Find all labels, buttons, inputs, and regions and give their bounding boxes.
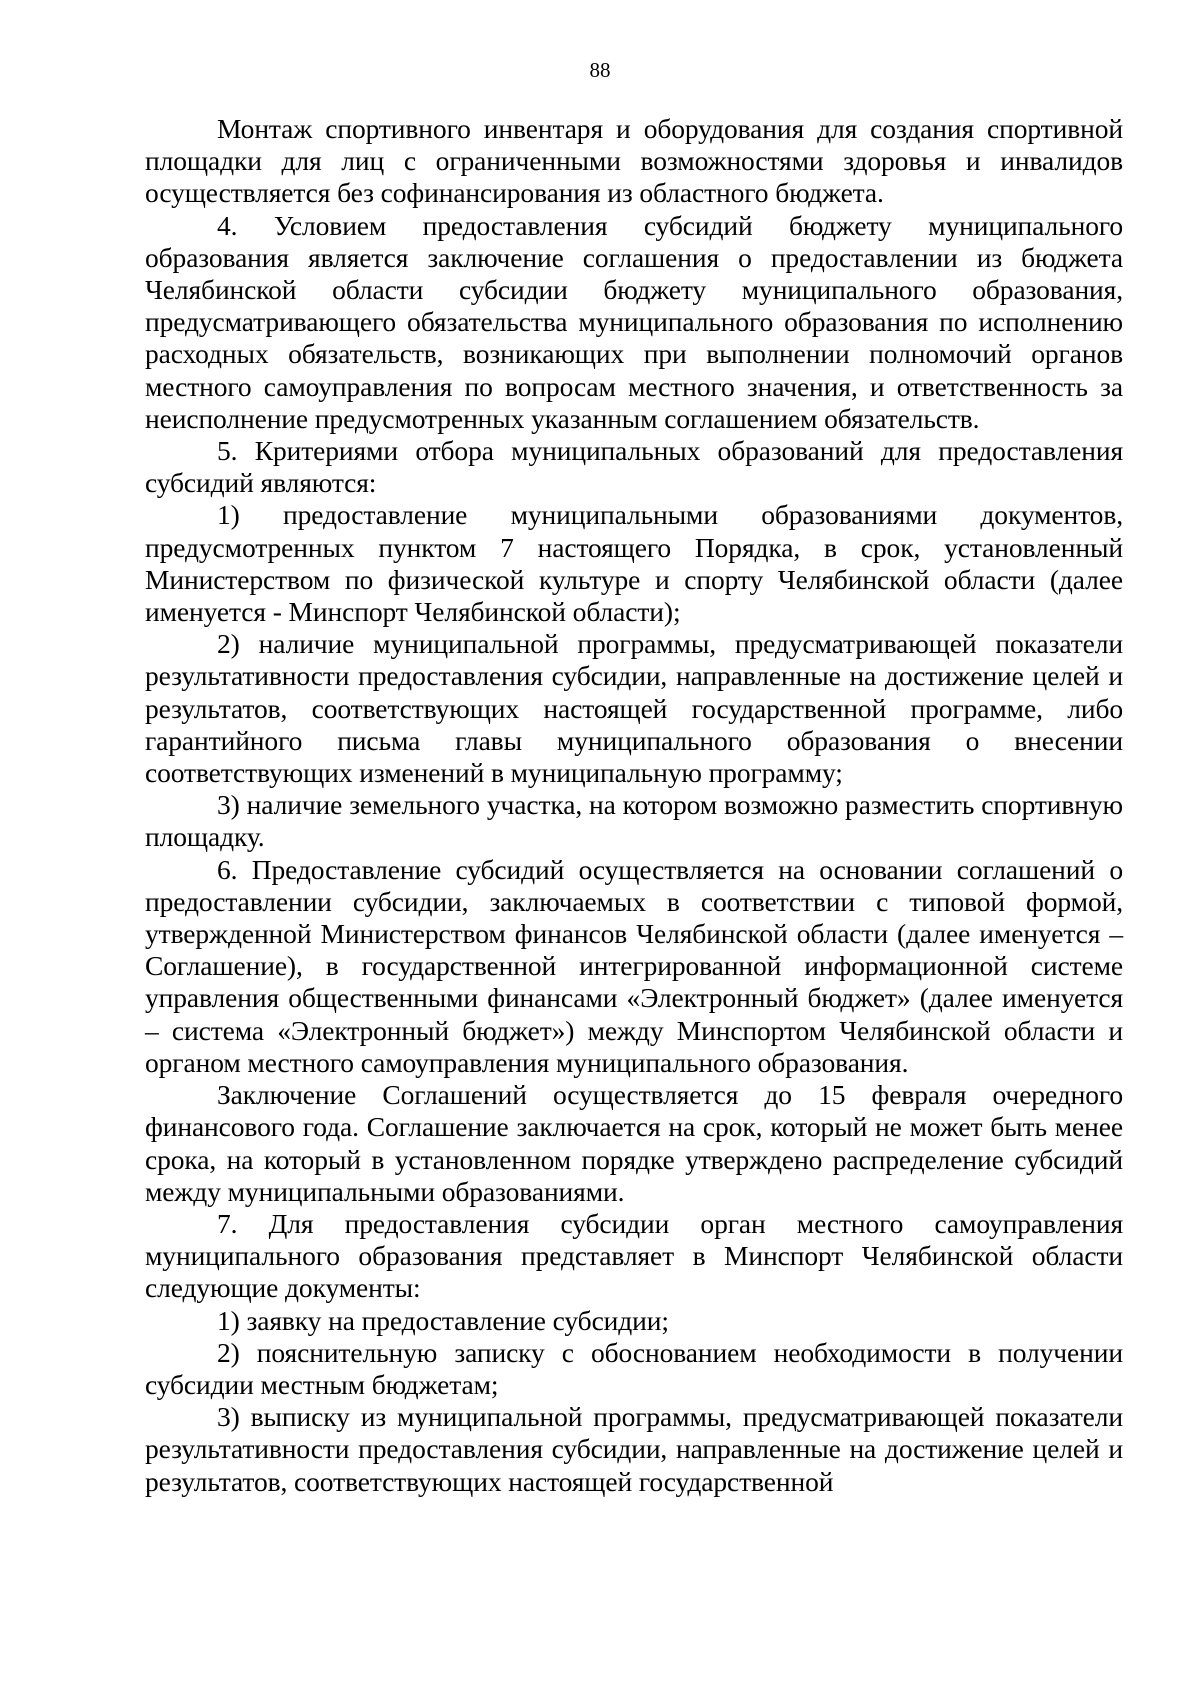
paragraph: 2) наличие муниципальной программы, предусматривающей показатели результативности предоставления субсидии, направленные на достижение целей и результатов, соответствующих настоящей государственной программе, либо гарантийного письма главы муниципального образования о внесении соответствующих изменений в муниципальную программу; xyxy=(145,628,1123,789)
paragraph: 1) предоставление муниципальными образованиями документов, предусмотренных пунктом 7 настоящего Порядка, в срок, установленный Министерством по физической культуре и спорту Челябинской области (далее именуется - Минспорт Челябинской области); xyxy=(145,499,1123,628)
paragraph: 6. Предоставление субсидий осуществляется на основании соглашений о предоставлении субсидии, заключаемых в соответствии с типовой формой, утвержденной Министерством финансов Челябинской области (далее именуется – Соглашение), в государственной интегрированной информационной системе управления общественными финансами «Электронный бюджет» (далее именуется – система «Электронный бюджет») между Минспортом Челябинской области и органом местного самоуправления муниципального образования. xyxy=(145,853,1123,1078)
paragraph: 3) выписку из муниципальной программы, предусматривающей показатели результативности предоставления субсидии, направленные на достижение целей и результатов, соответствующих настоящей государственной xyxy=(145,1401,1123,1497)
paragraph: Монтаж спортивного инвентаря и оборудования для создания спортивной площадки для лиц с ограниченными возможностями здоровья и инвалидов осуществляется без софинансирования из областного бюджета. xyxy=(145,113,1123,209)
document-body xyxy=(145,113,1123,1498)
paragraph: 5. Критериями отбора муниципальных образований для предоставления субсидий являются: xyxy=(145,435,1123,499)
paragraph: 2) пояснительную записку с обоснованием необходимости в получении субсидии местным бюджетам; xyxy=(145,1336,1123,1400)
page-number: 88 xyxy=(589,58,611,82)
paragraph: 4. Условием предоставления субсидий бюджету муниципального образования является заключение соглашения о предоставлении из бюджета Челябинской области субсидии бюджету муниципального образования, предусматривающего обязательства муниципального образования по исполнению расходных обязательств, возникающих при выполнении полномочий органов местного самоуправления по вопросам местного значения, и ответственность за неисполнение предусмотренных указанным соглашением обязательств. xyxy=(145,209,1123,434)
paragraph: Заключение Соглашений осуществляется до 15 февраля очередного финансового года. Соглашение заключается на срок, который не может быть менее срока, на который в установленном порядке утверждено распределение субсидий между муниципальными образованиями. xyxy=(145,1079,1123,1207)
paragraph: 3) наличие земельного участка, на котором возможно разместить спортивную площадку. xyxy=(145,789,1123,853)
paragraph: 1) заявку на предоставление субсидии; xyxy=(217,1304,669,1336)
paragraph: 7. Для предоставления субсидии орган местного самоуправления муниципального образования представляет в Минспорт Челябинской области следующие документы: xyxy=(145,1207,1123,1304)
